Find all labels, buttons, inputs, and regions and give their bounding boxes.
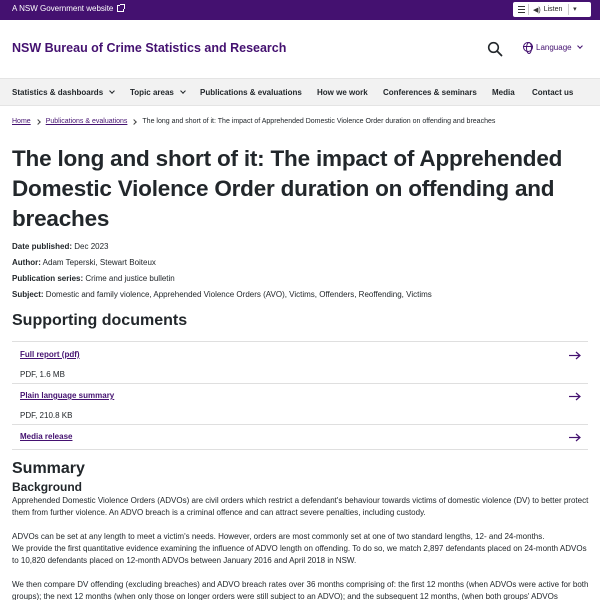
meta-author-value: Adam Teperski, Stewart Boiteux (42, 258, 156, 267)
chevron-down-icon (109, 88, 115, 94)
nav-item-contact-us[interactable] (532, 88, 573, 97)
arrow-right-icon[interactable] (569, 433, 581, 442)
nav-item-media[interactable] (492, 88, 515, 97)
full-report-meta: PDF, 1.6 MB (20, 370, 65, 379)
nav-item-label: How we work (317, 88, 368, 97)
chevron-down-icon (180, 88, 186, 94)
nav-item-how-we-work[interactable] (317, 88, 368, 97)
listen-label[interactable]: Listen (543, 6, 563, 13)
meta-author-label: Author: (12, 258, 41, 267)
nav-item-label: Conferences & seminars (383, 88, 477, 97)
nav-item-topic-areas[interactable] (130, 88, 185, 97)
divider (12, 341, 588, 342)
speaker-icon: ◀) (533, 6, 541, 14)
full-report-link[interactable]: Full report (pdf) (20, 350, 80, 359)
plain-language-summary-meta: PDF, 210.8 KB (20, 411, 73, 420)
listen-dropdown-icon[interactable]: ▾ (568, 4, 580, 15)
globe-icon (523, 42, 533, 52)
gov-link-text: A NSW Government website (12, 4, 114, 13)
meta-series (12, 274, 175, 283)
breadcrumb-current: The long and short of it: The impact of Apprehended Domestic Violence Order duration on offending and breaches (142, 118, 496, 125)
chevron-right-icon (35, 119, 41, 125)
nav-item-label: Topic areas (130, 88, 174, 97)
chevron-right-icon (132, 119, 138, 125)
nav-item-label: Statistics & dashboards (12, 88, 104, 97)
meta-series-label: Publication series: (12, 274, 84, 283)
arrow-right-icon[interactable] (569, 351, 581, 360)
meta-author (12, 258, 156, 267)
summary-paragraph-2b: We provide the first quantitative evidence examining the influence of ADVO length on offending. To do so, we match 2,897 defendants placed on 24-month ADVOs to 10,820 defendants placed on 12-month ADVOs between January 2016 and April 2018 in NSW. (12, 544, 587, 565)
nav-item-conferences-seminars[interactable] (383, 88, 477, 97)
summary-paragraph-1: Apprehended Domestic Violence Orders (ADVOs) are civil orders which restrict a defendant's behaviour towards victims of domestic violence (DV) to better protect them from further violence. An ADVO breach is a criminal offence and can attract severe penalties, including custody. (12, 496, 589, 517)
search-icon[interactable] (487, 41, 503, 57)
summary-paragraph-3: We then compare DV offending (excluding breaches) and ADVO breach rates over 36 months comprising of: the first 12 months (when ADVOs were active for both groups); the next 12 months (when only those on longer orders were still subject to an ADVO); and the subsequent 12 months, (when both groups' ADVOs (12, 580, 589, 600)
background-heading: Background (12, 480, 83, 494)
meta-subject-value: Domestic and family violence, Apprehended Violence Orders (AVO), Victims, Offenders, Reoffending, Victims (45, 290, 432, 299)
menu-icon[interactable] (515, 4, 529, 15)
breadcrumb-publications-link[interactable]: Publications & evaluations (45, 118, 128, 125)
nav-item-label: Publications & evaluations (200, 88, 302, 97)
divider (12, 424, 588, 425)
summary-heading: Summary (12, 460, 85, 477)
plain-language-summary-link[interactable]: Plain language summary (20, 391, 115, 400)
meta-series-value: Crime and justice bulletin (85, 274, 175, 283)
breadcrumb (12, 118, 495, 125)
meta-date (12, 242, 109, 251)
nav-item-statistics-dashboards[interactable] (12, 88, 114, 97)
meta-date-value: Dec 2023 (74, 242, 109, 251)
divider (12, 449, 588, 450)
external-link-icon (117, 5, 124, 12)
supporting-documents-heading: Supporting documents (12, 312, 188, 329)
meta-date-label: Date published: (12, 242, 73, 251)
nav-item-label: Media (492, 88, 515, 97)
language-selector[interactable] (523, 42, 582, 52)
chevron-down-icon (577, 43, 583, 49)
divider (12, 383, 588, 384)
meta-subject (12, 290, 432, 299)
media-release-link[interactable]: Media release (20, 432, 73, 441)
nav-item-publications-evaluations[interactable] (200, 88, 302, 97)
main-nav (0, 78, 600, 106)
summary-paragraph-2a: ADVOs can be set at any length to meet a victim's needs. However, orders are most commonly set at one of two standard lengths, 12- and 24-months. (12, 532, 545, 541)
breadcrumb-home-link[interactable]: Home (12, 118, 31, 125)
site-title[interactable]: NSW Bureau of Crime Statistics and Research (12, 41, 287, 55)
site-header (0, 20, 600, 78)
page-title: The long and short of it: The impact of Apprehended Domestic Violence Order duration on offending and breaches (12, 146, 563, 231)
listen-widget[interactable] (513, 2, 591, 17)
language-label: Language (536, 42, 572, 52)
gov-bar (0, 0, 600, 20)
nav-item-label: Contact us (532, 88, 574, 97)
arrow-right-icon[interactable] (569, 392, 581, 401)
nsw-gov-website-link[interactable] (12, 4, 124, 13)
meta-subject-label: Subject: (12, 290, 44, 299)
